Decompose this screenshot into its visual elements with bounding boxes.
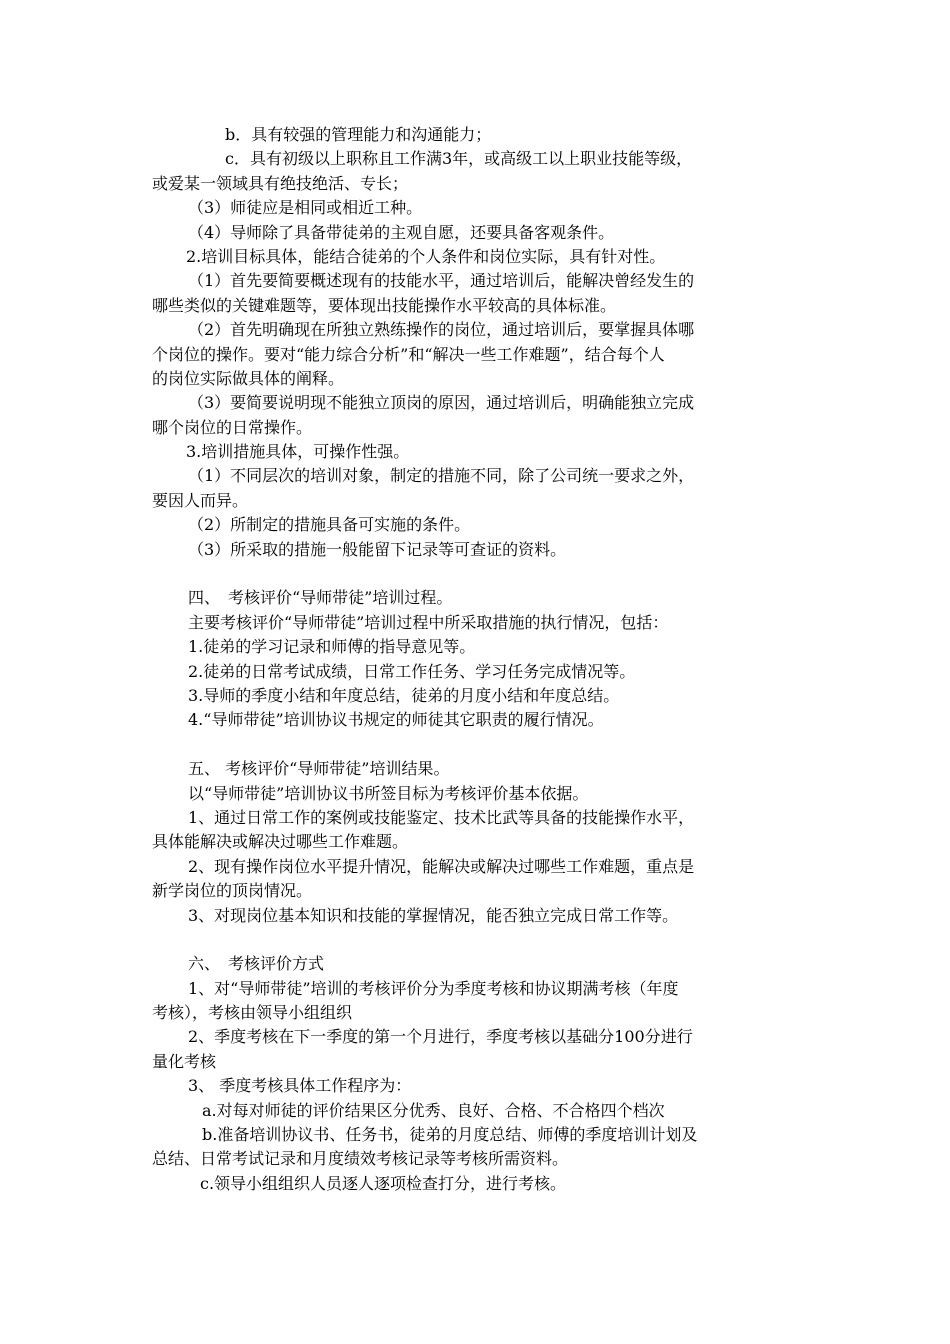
blank-line [152,562,802,586]
text-line: 总结、日常考试记录和月度绩效考核记录等考核所需资料。 [152,1149,569,1169]
section-heading: 六、 考核评价方式 [188,954,325,974]
text-line: 个岗位的操作。要对“能力综合分析”和“解决一些工作难题”，结合每个人 [152,344,665,364]
text-line: 1.徒弟的学习记录和师傅的指导意见等。 [188,637,476,657]
text-line: 以“导师带徒”培训协议书所签目标为考核评价基本依据。 [188,783,589,803]
text-line: 考核），考核由领导小组组织 [152,1003,353,1023]
text-line: （3）所采取的措施一般能留下记录等可查证的资料。 [188,539,567,559]
text-line: 4.“导师带徒”培训协议书规定的师徒其它职责的履行情况。 [188,710,604,730]
blank-line [152,733,802,757]
text-line: 的岗位实际做具体的阐释。 [152,368,345,388]
section-heading: 四、 考核评价“导师带徒”培训过程。 [188,588,453,608]
section-heading: 五、 考核评价“导师带徒”培训结果。 [188,759,450,779]
text-line: 3.导师的季度小结和年度总结，徒弟的月度小结和年度总结。 [188,685,620,705]
text-line: （4）导师除了具备带徒弟的主观自愿，还要具备客观条件。 [188,222,615,242]
text-line: a.对每对师徒的评价结果区分优秀、良好、合格、不合格四个档次 [202,1100,665,1120]
text-line: 量化考核 [152,1051,217,1071]
blank-line [152,928,802,952]
text-line: 哪个岗位的日常操作。 [152,417,313,437]
text-line: 3、 季度考核具体工作程序为： [188,1076,412,1096]
text-line: 2、季度考核在下一季度的第一个月进行，季度考核以基础分100分进行 [188,1027,693,1047]
text-line: （3）要简要说明现不能独立顶岗的原因，通过培训后，明确能独立完成 [188,393,695,413]
text-line: （1）不同层次的培训对象，制定的措施不同，除了公司统一要求之外， [188,466,695,486]
text-line: 3.培训措施具体，可操作性强。 [186,442,410,462]
text-line: 3、对现岗位基本知识和技能的掌握情况，能否独立完成日常工作等。 [188,905,679,925]
text-line: 新学岗位的顶岗情况。 [152,881,313,901]
text-line: 1、对“导师带徒”培训的考核评价分为季度考核和协议期满考核（年度 [188,978,679,998]
text-line: 要因人而异。 [152,490,249,510]
text-line: 或爱某一领域具有绝技绝活、专长； [152,173,409,193]
text-line: b.准备培训协议书、任务书，徒弟的月度总结、师傅的季度培训计划及 [202,1125,698,1145]
text-line: 具体能解决或解决过哪些工作难题。 [152,832,409,852]
text-line: 2.培训目标具体，能结合徒弟的个人条件和岗位实际，具有针对性。 [186,246,666,266]
text-line: 1、通过日常工作的案例或技能鉴定、技术比武等具备的技能操作水平， [188,807,695,827]
text-line: b．具有较强的管理能力和沟通能力； [225,125,492,144]
text-line: （2）所制定的措施具备可实施的条件。 [188,515,471,535]
text-line: 主要考核评价“导师带徒”培训过程中所采取措施的执行情况，包括： [188,612,669,632]
text-line: （1）首先要简要概述现有的技能水平，通过培训后，能解决曾经发生的 [188,271,695,291]
text-line: （3）师徒应是相同或相近工种。 [188,198,423,218]
text-line: （2）首先明确现在所独立熟练操作的岗位，通过培训后，要掌握具体哪 [188,320,695,340]
text-line: c．具有初级以上职称且工作满3年，或高级工以上职业技能等级， [225,149,693,169]
text-line: 2.徒弟的日常考试成绩，日常工作任务、学习任务完成情况等。 [188,661,636,681]
text-line: c.领导小组组织人员逐人逐项检查打分，进行考核。 [200,1173,567,1193]
text-line: 2、现有操作岗位水平提升情况，能解决或解决过哪些工作难题，重点是 [188,856,695,876]
text-line: 哪些类似的关键难题等，要体现出技能操作水平较高的具体标准。 [152,295,617,315]
document-body [152,123,802,1196]
